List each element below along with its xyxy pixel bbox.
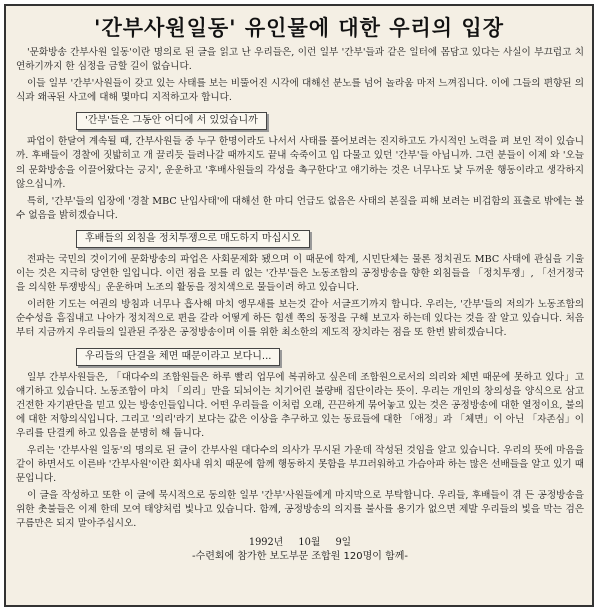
section2-paragraph: 이러한 기도는 여권의 방침과 너무나 흡사해 마치 앵무새를 보는것 같아 서글프기까지 합니다. 우리는, '간부'들의 저의가 노동조합의 순수성을 흠집내고 나아가 정치적으로 편을 갈라 어떻게 하든 힘센 쪽의 동정을 구해 보고자 하는데 있다는 것을 잘 알고 있습니다. 처음부터 지금까지 우리들의 일관된 주장은 공정방송이며 이를 위한 최소한의 제도적 장치라는 점을 또 한번 밝히겠습니다. bbox=[16, 299, 584, 339]
section-heading-box: '간부'들은 그동안 어디에 서 있었습니까 bbox=[76, 112, 267, 130]
intro-paragraph: 이들 일부 '간부'사원들이 갖고 있는 사태를 보는 비뚤어진 시각에 대해선 분노를 넘어 놀라움 마저 느껴집니다. 이에 그들의 편향된 의식과 왜곡된 사고에 대해 몇마디 지적하고자 합니다. bbox=[16, 78, 584, 104]
document-page bbox=[4, 4, 594, 607]
section3-paragraph: 이 글을 작성하고 또한 이 글에 묵시적으로 동의한 일부 '간부'사원들에게 마지막으로 부탁합니다. 우리들, 후배들이 겪 든 공정방송을 위한 촛불들은 이제 한데 모여 태양처럼 빛나고 있습니다. 함께, 공정방송의 의지를 불사를 용기가 없으면 제발 우리들의 빛을 막는 검은 구름만은 되지 말아주십시오. bbox=[16, 490, 584, 530]
document-body bbox=[16, 46, 584, 564]
document-date bbox=[16, 536, 584, 550]
section3-paragraph: 우리는 '간부사원 일동'의 명의로 된 글이 간부사원 대다수의 의사가 무시된 가운데 작성된 것임을 알고 있습니다. 우리의 뜻에 마음을 같이 하면서도 이른바 '간부사원'이란 회사내 위치 때문에 함께 행동하지 못함을 부끄러워하고 가슴아파 하는 많은 선배들을 알고 있기 때문입니다. bbox=[16, 444, 584, 485]
date-month: 10월 bbox=[298, 536, 321, 548]
section2-paragraph: 전파는 국민의 것이기에 문화방송의 파업은 사회문제화 됐으며 이 때문에 학계, 시민단체는 물론 정치권도 MBC 사태에 관심을 기울이는 것은 지극히 당연한 일입니다. 이런 점을 모를 리 없는 '간부'들은 노동조합의 공정방송을 향한 외침들을 「정치투쟁」, 「선거정국을 의식한 투쟁방식」운운하며 노조의 활동을 정치색으로 물들이려 하고 있습니다. bbox=[16, 253, 584, 294]
document-title: '간부사원일동' 유인물에 대한 우리의 입장 bbox=[94, 16, 504, 40]
signature-line: -수련회에 참가한 보도부문 조합원 120명이 함께- bbox=[191, 550, 409, 562]
intro-paragraph: '문화방송 간부사원 일동'이란 명의로 된 글을 읽고 난 우리들은, 이런 일부 '간부'들과 같은 일터에 몸담고 있다는 사실이 부끄럽고 치연하기까지 한 심정을 금할 길이 없습니다. bbox=[16, 47, 584, 73]
date-day: 9일 bbox=[335, 536, 352, 548]
section-heading-box: 후배들의 외침을 정치투쟁으로 매도하지 마십시오 bbox=[76, 230, 310, 248]
section1-paragraph: 특히, '간부'들의 입장에 '경찰 MBC 난입사태'에 대해선 한 마디 언급도 없음은 사태의 본질을 피해 보려는 비겁함의 표출로 밖에는 볼 수 없음을 밝히겠습니다. bbox=[16, 195, 584, 221]
section3-paragraph: 일부 간부사원들은, 「대다수의 조합원들은 하루 빨리 업무에 복귀하고 싶은데 조합원으로서의 의리와 체면 때문에 못하고 있다」고 얘기하고 있습니다. 노동조합이 마치 「의리」만을 되뇌이는 치기어린 불량배 집단이라는 뜻이. 우리는 개인의 창의성을 양식으로 삼고 건전한 자기판단을 믿고 있는 방송인들입니다. 어떤 우리들을 이처럼 오래, 끈끈하게 묶어놓고 있는 것은 공정방송에 대한 열정이요, 불의에 대한 저항의식입니다. 그리고 '의리'라기 보다는 값은 이상을 추구하고 있는 동료들에 대한 「애정」과 「체면」이 아닌 「자존심」이 우리를 단결케 하고 있음을 분명히 해 둡니다. bbox=[16, 371, 584, 439]
section1-paragraph: 파업이 한달여 계속될 때, 간부사원들 중 누구 한명이라도 나서서 사태를 풀어보려는 진지하고도 가시적인 노력을 펴 보인 적이 있습니까. 후배들이 경찰에 짓밟히고 개 끌리듯 들려나갈 때까지도 끝내 숙죽이고 입 다물고 있던 '간부'들 아닙니까. 그런 분들이 이제 와 '오늘의 문화방송을 이끌어왔다는 긍지', 운운하고 '후배사원들의 각성을 촉구한다'고 얘기하는 것은 너무나도 낯 두꺼운 행동이라고 생각하지 않으십니까. bbox=[16, 136, 584, 190]
date-year: 1992년 bbox=[248, 536, 284, 548]
section-heading-box: 우리들의 단결을 체면 때문이라고 보다니... bbox=[76, 348, 280, 366]
